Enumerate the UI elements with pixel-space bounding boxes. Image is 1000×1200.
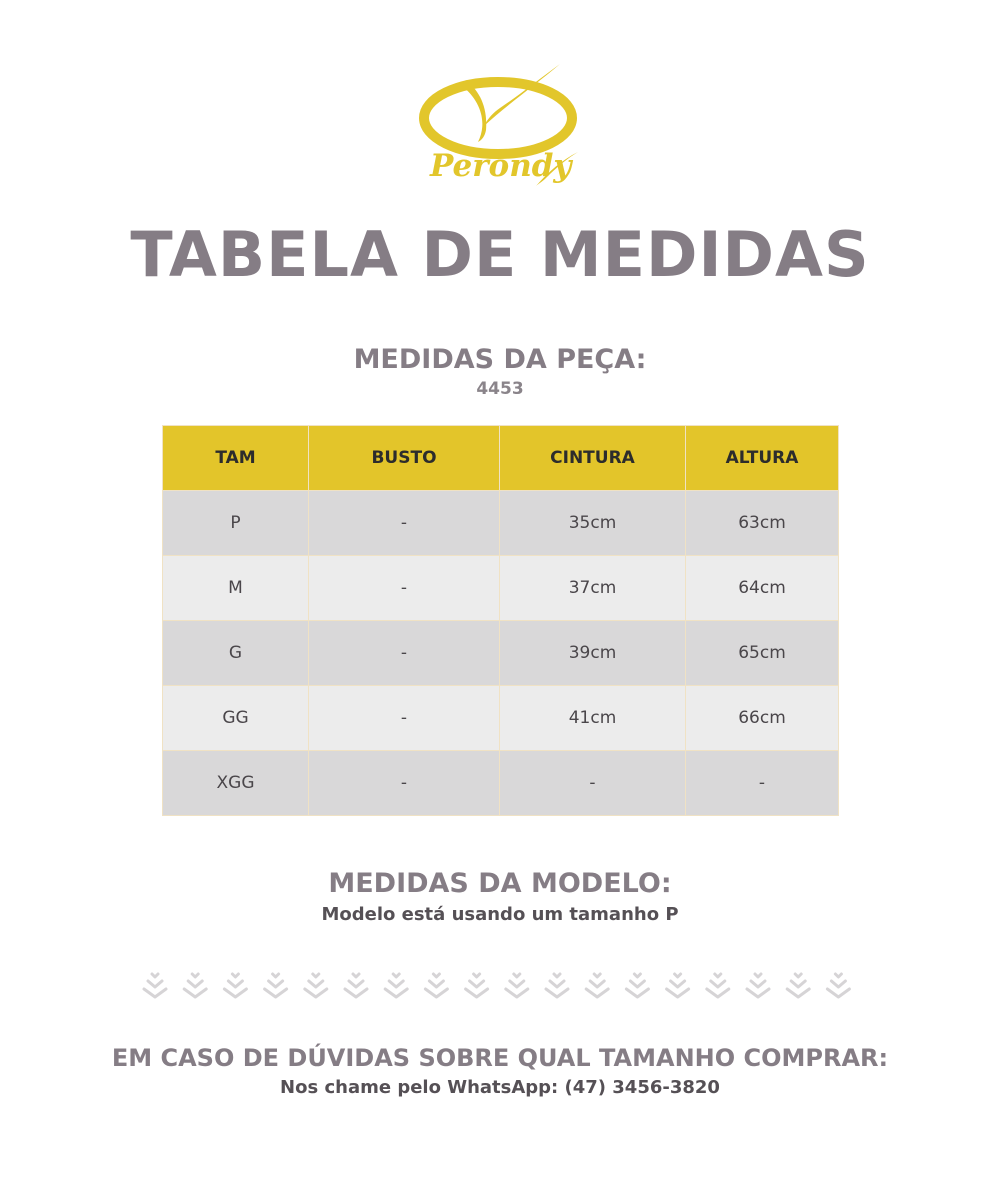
header-cintura: CINTURA <box>500 426 686 491</box>
model-heading: MEDIDAS DA MODELO: <box>328 868 672 899</box>
chevron-down-icon <box>827 974 849 997</box>
chevron-down-icon <box>305 974 327 997</box>
piece-heading: MEDIDAS DA PEÇA: <box>353 344 647 375</box>
brand-logo <box>418 60 588 192</box>
cell-waist: 41cm <box>500 686 686 751</box>
cell-size: P <box>163 491 309 556</box>
chevron-down-icon <box>506 974 528 997</box>
cell-bust: - <box>309 751 500 816</box>
model-note: Modelo está usando um tamanho P <box>321 904 679 925</box>
chevron-down-icon <box>224 974 246 997</box>
chevron-down-icon <box>747 974 769 997</box>
brand-name: Perondy <box>430 148 572 184</box>
cell-waist: 39cm <box>500 621 686 686</box>
chevron-down-icon <box>707 974 729 997</box>
chevron-down-icon <box>345 974 367 997</box>
cell-bust: - <box>309 621 500 686</box>
chevron-down-icon <box>184 974 206 997</box>
size-table <box>162 425 839 816</box>
chevron-down-icon <box>787 974 809 997</box>
help-heading: EM CASO DE DÚVIDAS SOBRE QUAL TAMANHO COMPRAR: <box>111 1044 889 1072</box>
header-altura: ALTURA <box>686 426 839 491</box>
table-row <box>163 751 839 816</box>
cell-height: 66cm <box>686 686 839 751</box>
cell-height: 64cm <box>686 556 839 621</box>
cell-height: - <box>686 751 839 816</box>
table-row <box>163 621 839 686</box>
cell-size: M <box>163 556 309 621</box>
chevron-down-icon <box>586 974 608 997</box>
page-title: TABELA DE MEDIDAS <box>130 218 870 291</box>
header-tam: TAM <box>163 426 309 491</box>
table-row <box>163 491 839 556</box>
chevron-down-icon <box>144 974 166 997</box>
whatsapp-contact: Nos chame pelo WhatsApp: (47) 3456-3820 <box>280 1077 720 1098</box>
cell-bust: - <box>309 556 500 621</box>
cell-size: GG <box>163 686 309 751</box>
chevron-divider <box>141 970 861 1002</box>
header-busto: BUSTO <box>309 426 500 491</box>
chevron-down-icon <box>425 974 447 997</box>
chevron-down-icon <box>466 974 488 997</box>
cell-size: G <box>163 621 309 686</box>
chevron-down-icon <box>626 974 648 997</box>
table-row <box>163 556 839 621</box>
cell-height: 63cm <box>686 491 839 556</box>
cell-size: XGG <box>163 751 309 816</box>
cell-waist: 37cm <box>500 556 686 621</box>
chevron-down-icon <box>265 974 287 997</box>
chevron-down-icon <box>546 974 568 997</box>
cell-height: 65cm <box>686 621 839 686</box>
table-row <box>163 686 839 751</box>
chevron-down-icon <box>667 974 689 997</box>
cell-waist: - <box>500 751 686 816</box>
table-header-row <box>163 426 839 491</box>
piece-code: 4453 <box>476 379 524 399</box>
cell-waist: 35cm <box>500 491 686 556</box>
cell-bust: - <box>309 491 500 556</box>
chevron-down-icon <box>385 974 407 997</box>
cell-bust: - <box>309 686 500 751</box>
